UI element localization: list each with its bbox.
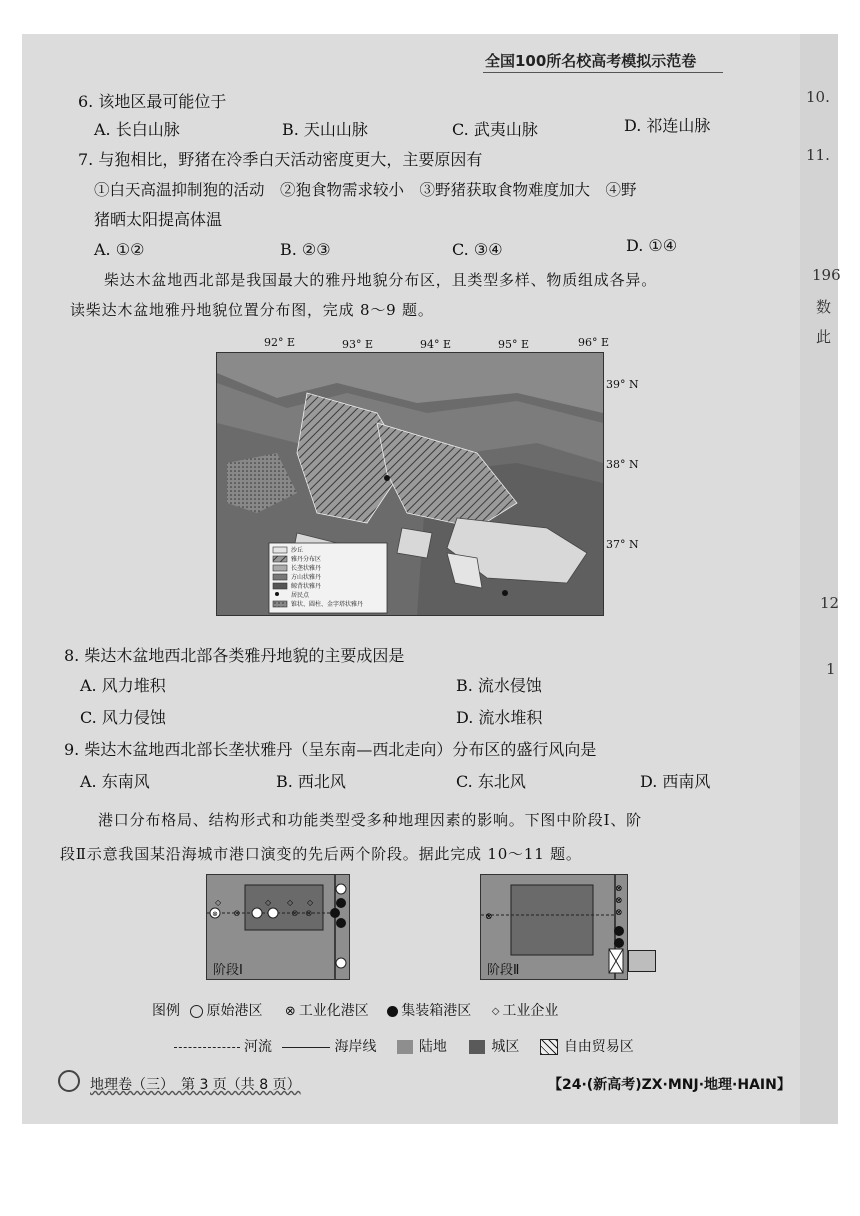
edge-fragment: 196	[812, 266, 841, 284]
q9-option-a: A. 东南风	[80, 772, 150, 791]
q9-option-b: B. 西北风	[276, 772, 346, 791]
svg-text:◇: ◇	[307, 898, 314, 907]
edge-fragment: 12	[820, 594, 840, 612]
industrial-enterprise-icon: ◇	[491, 1005, 500, 1017]
q6-option-c: C. 武夷山脉	[452, 120, 538, 139]
q7-statements-line2: 猪晒太阳提高体温	[94, 210, 223, 229]
footer-code: 【24·(新高考)ZX·MNJ·地理·HAIN】	[548, 1077, 791, 1093]
q6-option-d: D. 祁连山脉	[624, 116, 711, 135]
stage-1-label: 阶段Ⅰ	[213, 963, 243, 978]
q7-option-d: D. ①④	[626, 236, 678, 255]
map-terrain	[217, 353, 603, 615]
free-trade-zone-block	[628, 950, 656, 972]
svg-text:◇: ◇	[265, 898, 272, 907]
map-legend-long-ridge: 长垄状雅丹	[291, 565, 322, 572]
question-6-stem: 6. 该地区最可能位于	[78, 92, 227, 111]
svg-text:⊗: ⊗	[485, 912, 493, 922]
stage-2-diagram	[480, 874, 628, 980]
svg-text:⊗: ⊗	[305, 909, 313, 919]
q9-option-d: D. 西南风	[640, 772, 711, 791]
intro-8-9-line2: 读柴达木盆地雅丹地貌位置分布图，完成 8～9 题。	[70, 301, 434, 319]
map-lat-label: 37° N	[606, 538, 639, 551]
map-lon-label: 92° E	[264, 336, 296, 349]
q8-option-b: B. 流水侵蚀	[456, 676, 542, 695]
land-swatch-icon	[397, 1040, 413, 1054]
legend-river: 河流	[244, 1039, 272, 1055]
q8-option-a: A. 风力堆积	[80, 676, 166, 695]
settlement-marker	[502, 590, 508, 596]
map-lon-label: 95° E	[498, 338, 530, 351]
edge-fragment: 11.	[806, 146, 830, 164]
q6-option-a: A. 长白山脉	[94, 120, 180, 139]
edge-fragment: 此	[816, 328, 832, 346]
q9-option-c: C. 东北风	[456, 772, 526, 791]
q8-option-c: C. 风力侵蚀	[80, 708, 166, 727]
legend-title: 图例	[152, 1003, 180, 1019]
q7-statements-line1: ①白天高温抑制狍的活动 ②狍食物需求较小 ③野猪获取食物难度加大 ④野	[94, 181, 637, 199]
map-legend-mesa: 方山状雅丹	[291, 574, 322, 581]
map-lon-label: 96° E	[578, 336, 610, 349]
edge-fragment: 1	[826, 660, 836, 678]
intro-10-11-line2: 段Ⅱ示意我国某沿海城市港口演变的先后两个阶段。据此完成 10～11 题。	[60, 845, 582, 863]
intro-8-9-line1: 柴达木盆地西北部是我国最大的雅丹地貌分布区，且类型多样、物质组成各异。	[104, 271, 658, 289]
svg-text:⊗: ⊗	[615, 908, 623, 918]
legend-container-port: 集装箱港区	[401, 1003, 472, 1019]
adjacent-page-strip	[800, 34, 838, 1124]
edge-fragment: 10.	[806, 88, 830, 106]
map-lat-label: 38° N	[606, 458, 639, 471]
question-8-stem: 8. 柴达木盆地西北部各类雅丹地貌的主要成因是	[64, 646, 405, 665]
map-legend-yardang-area: 雅丹分布区	[291, 556, 322, 563]
industrial-port-icon: ⊗	[284, 1003, 296, 1019]
legend-free-trade-zone: 自由贸易区	[563, 1039, 634, 1055]
svg-text:⊗: ⊗	[615, 884, 623, 894]
legend-coastline: 海岸线	[334, 1039, 377, 1055]
svg-text:⊗: ⊗	[212, 910, 218, 918]
series-header: 全国100所名校高考模拟示范卷	[485, 52, 697, 70]
legend-industrial-enterprise: 工业企业	[502, 1003, 559, 1019]
qaidam-yardang-map	[216, 352, 604, 616]
q6-option-b: B. 天山山脉	[282, 120, 368, 139]
original-port-icon	[190, 1005, 203, 1018]
container-port-icon	[387, 1006, 398, 1017]
svg-text:◇: ◇	[287, 898, 294, 907]
map-lat-label: 39° N	[606, 378, 639, 391]
svg-text:⊗: ⊗	[233, 909, 241, 919]
settlement-marker	[384, 475, 390, 481]
map-legend-whaleback: 鲸背状雅丹	[291, 583, 322, 590]
legend-land: 陆地	[418, 1039, 447, 1055]
diagram-legend-row1	[152, 1000, 558, 1020]
legend-urban: 城区	[491, 1039, 520, 1055]
coastline-line-icon	[282, 1047, 330, 1048]
q7-option-c: C. ③④	[452, 240, 503, 259]
map-legend-settlement: 居民点	[291, 592, 310, 599]
svg-text:⊗: ⊗	[291, 909, 299, 919]
diagram-legend-row2	[174, 1036, 634, 1056]
legend-industrial-port: 工业化港区	[298, 1003, 369, 1019]
river-line-icon	[174, 1047, 240, 1048]
map-lon-label: 94° E	[420, 338, 452, 351]
edge-fragment: 数	[816, 298, 832, 316]
intro-10-11-line1: 港口分布格局、结构形式和功能类型受多种地理因素的影响。下图中阶段Ⅰ、阶	[98, 811, 642, 829]
svg-text:⊗: ⊗	[615, 896, 623, 906]
free-trade-zone-icon	[540, 1039, 558, 1055]
map-lon-label: 93° E	[342, 338, 374, 351]
header-rule	[483, 72, 723, 73]
question-9-stem: 9. 柴达木盆地西北部长垄状雅丹（呈东南—西北走向）分布区的盛行风向是	[64, 740, 597, 759]
svg-text:◇: ◇	[215, 898, 222, 907]
q7-option-a: A. ①②	[94, 240, 145, 259]
map-legend-dune: 沙丘	[291, 547, 304, 554]
footer-page-info: 地理卷（三） 第 3 页（共 8 页）	[90, 1077, 301, 1093]
legend-original-port: 原始港区	[206, 1003, 263, 1019]
q8-option-d: D. 流水堆积	[456, 708, 543, 727]
map-legend-cone: 锥状、圆柱、金字塔状雅丹	[291, 601, 364, 608]
question-7-stem: 7. 与狍相比，野猪在冷季白天活动密度更大，主要原因有	[78, 150, 483, 169]
stage-1-diagram	[206, 874, 350, 980]
page-logo-icon	[58, 1070, 80, 1092]
urban-swatch-icon	[469, 1040, 485, 1054]
q7-option-b: B. ②③	[280, 240, 331, 259]
stage-2-label: 阶段Ⅱ	[487, 963, 520, 978]
